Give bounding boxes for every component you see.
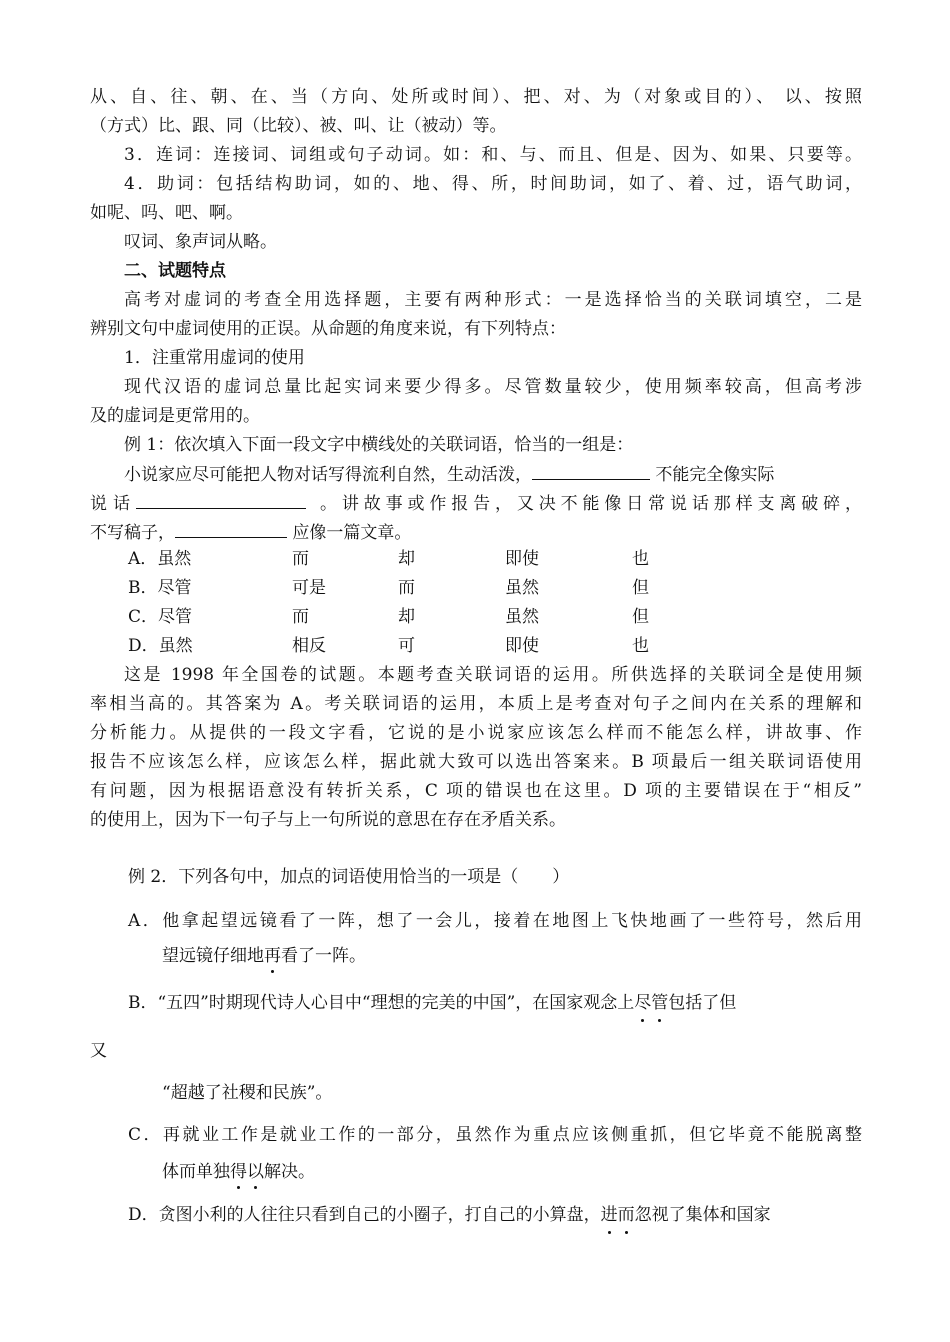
passage-text: 小说家应尽可能把人物对话写得流利自然，生动活泼， [124, 465, 532, 485]
analysis-line: 报告不应该怎么样，应该怎么样，据此就大致可以选出答案来。B 项最后一组关联词语使用 [90, 752, 862, 772]
option-word: 可是 [292, 578, 326, 598]
interj-line: 叹词、象声词从略。 [124, 232, 277, 252]
option-word: 可 [398, 636, 415, 656]
option-word: 也 [632, 549, 649, 569]
option-word: 而 [292, 607, 309, 627]
passage-text: 说话 [90, 494, 136, 514]
point1-line-1: 现代汉语的虚词总量比起实词来要少得多。尽管数量较少，使用频率较高，但高考涉 [124, 377, 862, 397]
option-word: 而 [398, 578, 415, 598]
sentence-text: 望远镜仔细地 [162, 946, 264, 966]
option-word: 但 [632, 607, 649, 627]
analysis-line: 的使用上，因为下一句子与上一句所说的意思在存在矛盾关系。 [90, 810, 566, 830]
sentence-text: 忽视了集体和国家 [634, 1205, 771, 1225]
option-label: A．虽然 [128, 549, 192, 569]
answer-blank-1 [532, 461, 650, 480]
section-title: 二、试题特点 [124, 261, 226, 281]
sentence-text: D．贪图小利的人往往只看到自己的小圈子，打自己的小算盘， [128, 1205, 601, 1225]
analysis-line: 有问题，因为根据语意没有转折关系，C 项的错误也在这里。D 项的主要错误在于“相反” [90, 781, 862, 801]
answer-blank-2 [136, 490, 306, 509]
example1-passage-line-2 [90, 490, 862, 516]
sentence-text: 体而单独 [162, 1162, 230, 1182]
example1-passage-line-3 [90, 519, 411, 545]
example2-option-b-wrap: 又 [90, 1041, 107, 1061]
example1-title: 例 1：依次填入下面一段文字中横线处的关联词语，恰当的一组是： [124, 435, 634, 455]
analysis-line: 率相当高的。其答案为 A。考关联词语的运用，本质上是考查对句子之间内在关系的理解和 [90, 694, 862, 714]
example2-option-b-line-1 [128, 991, 862, 1015]
example2-option-a-line-1: A．他拿起望远镜看了一阵，想了一会儿，接着在地图上飞快地画了一些符号，然后用 [128, 911, 862, 931]
option-label: B．尽管 [128, 578, 192, 598]
emphasized-word: 得 [230, 1162, 247, 1182]
example2-option-d-line-1 [128, 1203, 862, 1227]
option-word: 相反 [292, 636, 326, 656]
option-word: 也 [632, 636, 649, 656]
emphasized-word: 而 [617, 1205, 635, 1225]
point1-line-2: 及的虚词是更常用的。 [90, 406, 260, 426]
aux-line-2: 如呢、吗、吧、啊。 [90, 203, 243, 223]
option-word: 虽然 [505, 578, 539, 598]
example2-option-c-line-1: C．再就业工作是就业工作的一部分，虽然作为重点应该侧重抓，但它毕竟不能脱离整 [128, 1125, 862, 1145]
passage-text: 。讲故事或作报告，又决不能像日常说话那样支离破碎， [320, 494, 862, 514]
example2-option-c-line-2 [162, 1160, 315, 1184]
emphasized-word: 管 [651, 993, 669, 1013]
point1-title: 1．注重常用虚词的使用 [124, 348, 305, 368]
sentence-text: 解决。 [264, 1162, 315, 1182]
option-word: 而 [292, 549, 309, 569]
prep-line-2: （方式）比、跟、同（比较）、被、叫、让（被动）等。 [90, 116, 507, 136]
option-word: 即使 [505, 549, 539, 569]
option-label: C．尽管 [128, 607, 193, 627]
analysis-line: 分析能力。从提供的一段文字看，它说的是小说家应该怎么样而不能怎么样，讲故事、作 [90, 723, 862, 743]
option-word: 即使 [505, 636, 539, 656]
example1-passage-line-1 [124, 461, 774, 487]
intro-line-2: 辨别文句中虚词使用的正误。从命题的角度来说，有下列特点： [90, 319, 566, 339]
passage-text: 不写稿子， [90, 523, 175, 543]
option-label: D．虽然 [128, 636, 193, 656]
answer-blank-3 [175, 519, 287, 538]
passage-text: 不能完全像实际 [655, 465, 775, 485]
sentence-text: B．“五四”时期现代诗人心目中“理想的完美的中国”，在国家观念上 [128, 993, 635, 1013]
option-word: 虽然 [505, 607, 539, 627]
intro-line-1: 高考对虚词的考查全用选择题，主要有两种形式：一是选择恰当的关联词填空，二是 [124, 290, 862, 310]
example2-title: 例 2．下列各句中，加点的词语使用恰当的一项是（ ） [128, 867, 570, 887]
option-word: 但 [632, 578, 649, 598]
emphasized-word: 以 [247, 1162, 264, 1182]
emphasized-word: 尽 [634, 993, 652, 1013]
emphasized-word: 进 [600, 1205, 618, 1225]
passage-text: 应像一篇文章。 [292, 523, 412, 543]
emphasized-word: 再 [264, 946, 281, 966]
conj-line: 3．连词：连接词、词组或句子动词。如：和、与、而且、但是、因为、如果、只要等。 [124, 145, 862, 165]
prep-line-1: 从、自、往、朝、在、当（方向、处所或时间）、把、对、为（对象或目的）、 以、按照 [90, 87, 862, 107]
sentence-text: 看了一阵。 [281, 946, 366, 966]
option-word: 却 [398, 607, 415, 627]
analysis-line: 这是 1998 年全国卷的试题。本题考查关联词语的运用。所供选择的关联词全是使用频 [124, 665, 862, 685]
example2-option-a-line-2 [162, 944, 366, 968]
option-word: 却 [398, 549, 415, 569]
aux-line-1: 4．助词：包括结构助词，如的、地、得、所，时间助词，如了、着、过，语气助词， [124, 174, 862, 194]
example2-option-b-line-2: “超越了社稷和民族”。 [162, 1083, 333, 1103]
sentence-text: 包括了但 [668, 993, 737, 1013]
